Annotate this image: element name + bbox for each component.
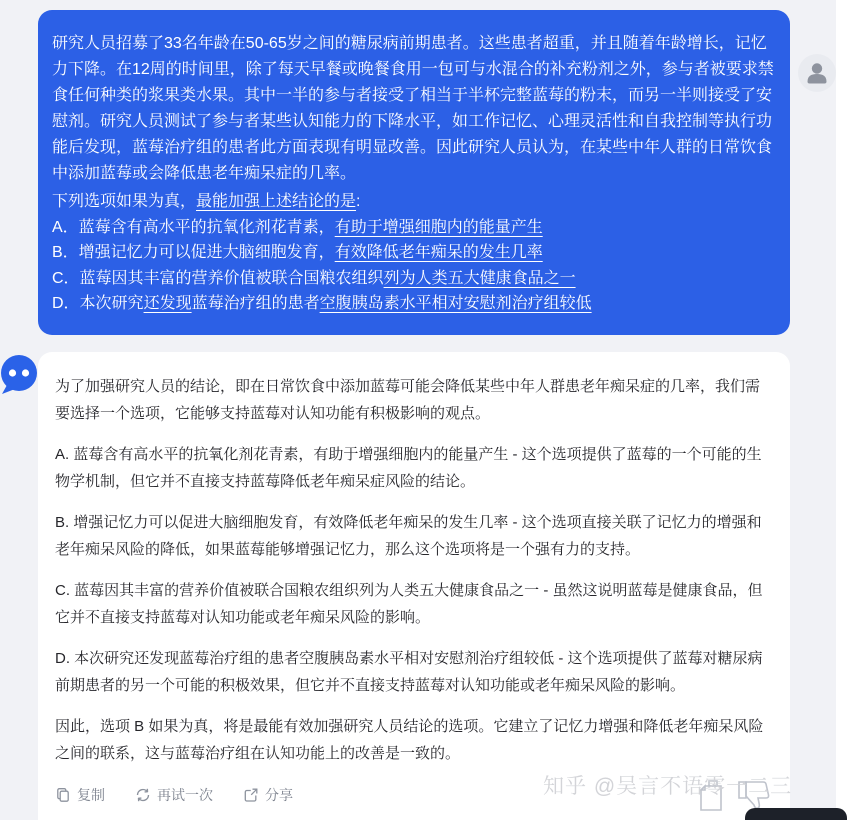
copy-icon xyxy=(55,787,71,803)
person-icon xyxy=(798,54,836,92)
answer-paragraph: C. 蓝莓因其丰富的营养价值被联合国粮农组织列为人类五大健康食品之一 - 虽然这说明蓝莓是健康食品，但它并不直接支持蓝莓对认知功能或老年痴呆风险的影响。 xyxy=(55,582,763,626)
retry-button[interactable] xyxy=(135,785,213,805)
answer-paragraph: B. 增强记忆力可以促进大脑细胞发育，有效降低老年痴呆的发生几率 - 这个选项直接关联了记忆力的增强和老年痴呆风险的降低，如果蓝莓能够增强记忆力，那么这个选项将是一个强有力的支持。 xyxy=(55,514,762,558)
share-label: 分享 xyxy=(265,787,293,803)
watermark: 知乎 @吴言不语零一二三 xyxy=(543,775,793,798)
scrollbar-track[interactable] xyxy=(836,0,847,820)
chatbot-icon xyxy=(0,355,38,395)
question-lines xyxy=(52,189,776,317)
user-question-bubble xyxy=(38,10,790,335)
answer-paragraph: D. 本次研究还发现蓝莓治疗组的患者空腹胰岛素水平相对安慰剂治疗组较低 - 这个选项提供了蓝莓对糖尿病前期患者的另一个可能的积极效果，但它并不直接支持蓝莓对认知功能或老年痴呆风险的影响。 xyxy=(55,650,763,694)
share-icon xyxy=(243,787,259,803)
answer-paragraph: 因此，选项 B 如果为真，将是最能有效加强研究人员结论的选项。它建立了记忆力增强和降低老年痴呆风险之间的联系，这与蓝莓治疗组在认知功能上的改善是一致的。 xyxy=(55,718,764,762)
question-line: B．增强记忆力可以促进大脑细胞发育，有效降低老年痴呆的发生几率 xyxy=(52,244,543,261)
floating-toolbar-cutoff[interactable] xyxy=(745,808,847,820)
answer-paragraph: 为了加强研究人员的结论，即在日常饮食中添加蓝莓可能会降低某些中年人群患老年痴呆症的几率，我们需要选择一个选项，它能够支持蓝莓对认知功能有积极影响的观点。 xyxy=(55,378,761,422)
refresh-icon xyxy=(135,787,151,803)
question-line: C．蓝莓因其丰富的营养价值被联合国粮农组织列为人类五大健康食品之一 xyxy=(52,269,576,287)
copy-button[interactable] xyxy=(55,785,105,805)
question-line: D．本次研究还发现蓝莓治疗组的患者空腹胰岛素水平相对安慰剂治疗组较低 xyxy=(52,295,592,312)
share-button[interactable] xyxy=(243,785,293,805)
retry-label: 再试一次 xyxy=(157,787,213,803)
assistant-answer-card xyxy=(38,352,793,820)
answer-paragraphs xyxy=(55,373,773,767)
question-line: 下列选项如果为真，最能加强上述结论的是: xyxy=(52,193,361,210)
question-line: A．蓝莓含有高水平的抗氧化剂花青素，有助于增强细胞内的能量产生 xyxy=(52,218,543,236)
answer-paragraph: A. 蓝莓含有高水平的抗氧化剂花青素，有助于增强细胞内的能量产生 - 这个选项提供了蓝莓的一个可能的生物学机制，但它并不直接支持蓝莓降低老年痴呆症风险的结论。 xyxy=(55,446,762,490)
copy-label: 复制 xyxy=(77,787,105,803)
user-avatar[interactable] xyxy=(798,54,836,92)
assistant-avatar xyxy=(0,355,38,395)
question-paragraph: 研究人员招募了33名年龄在50-65岁之间的糖尿病前期患者。这些患者超重，并且随着年龄增长，记忆力下降。在12周的时间里，除了每天早餐或晚餐食用一包可与水混合的补充粉剂之外，参与者被要求禁食任何种类的浆果类水果。其中一半的参与者接受了相当于半杯完整蓝莓的粉末，而另一半则接受了安慰剂。研究人员测试了参与者某些认知能力的下降水平，如工作记忆、心理灵活性和自我控制等执行功能后发现，蓝莓治疗组的患者此方面表现有明显改善。因此研究人员认为，在某些中年人群的日常饮食中添加蓝莓或会降低患老年痴呆症的几率。 xyxy=(52,35,774,182)
